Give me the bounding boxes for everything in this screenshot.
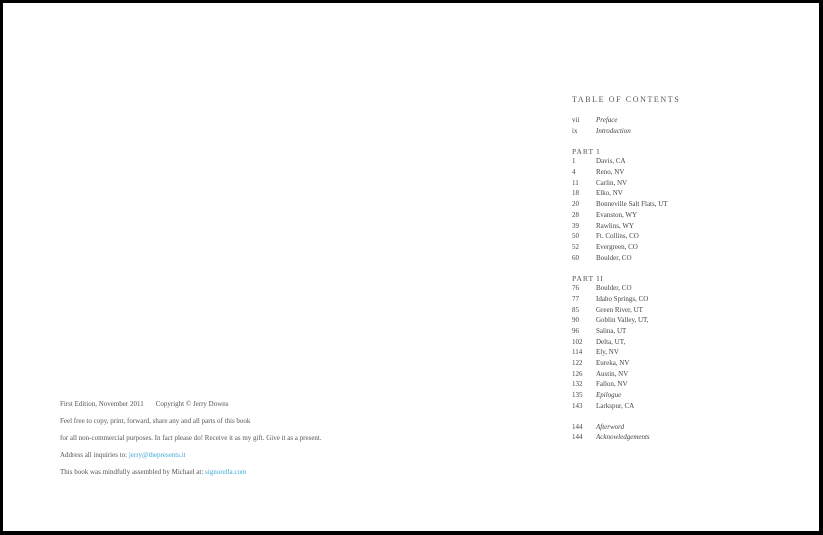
toc-entry[interactable] [572, 127, 680, 138]
back-matter [572, 423, 680, 444]
toc-entry[interactable] [572, 402, 680, 413]
inquiries-line [60, 451, 322, 459]
toc-entry[interactable] [572, 380, 680, 391]
entry-title: Evanston, WY [596, 210, 638, 219]
toc-entry[interactable] [572, 200, 680, 211]
page-number: 60 [572, 253, 579, 262]
page-number: 76 [572, 284, 579, 293]
toc-entry[interactable] [572, 359, 680, 370]
book-spread [3, 3, 819, 531]
entry-title: Delta, UT, [596, 337, 626, 346]
site-link[interactable]: signorella.com [205, 468, 247, 476]
entry-title: Rawlins, WY [596, 221, 634, 230]
entry-title: Ely, NV [596, 348, 619, 357]
entry-title: Larkspur, CA [596, 401, 635, 410]
toc-entry[interactable] [572, 295, 680, 306]
edition-line [60, 400, 322, 408]
assembled-line [60, 468, 322, 476]
page-number: 50 [572, 232, 579, 241]
page-number: 135 [572, 391, 583, 400]
toc-entry[interactable] [572, 284, 680, 295]
page-number: 90 [572, 316, 579, 325]
assembled-label: This book was mindfully assembled by Michael at: [60, 468, 204, 476]
toc-entry[interactable] [572, 423, 680, 434]
entry-title: Fallon, NV [596, 380, 628, 389]
page-number: 18 [572, 189, 579, 198]
page-number: 1 [572, 157, 576, 166]
license-line-1: Feel free to copy, print, forward, share any and all parts of this book [60, 417, 251, 425]
part-1-heading: PART I [572, 147, 601, 157]
toc-entry[interactable] [572, 222, 680, 233]
toc-entry[interactable] [572, 327, 680, 338]
entry-title: Acknowledgements [596, 433, 650, 442]
entry-title: Evergreen, CO [596, 242, 638, 251]
page-number: 11 [572, 178, 579, 187]
page-number: 132 [572, 380, 583, 389]
page-number: 114 [572, 348, 583, 357]
page-number: 144 [572, 422, 583, 431]
toc-entry[interactable] [572, 254, 680, 265]
entry-title: Davis, CA [596, 157, 626, 166]
toc-entry[interactable] [572, 243, 680, 254]
entry-title: Green River, UT [596, 305, 643, 314]
toc-entry[interactable] [572, 391, 680, 402]
toc-entry[interactable] [572, 157, 680, 168]
page-number: 77 [572, 294, 579, 303]
page-number: vii [572, 116, 580, 124]
license-line-2: for all non-commercial purposes. In fact please do! Receive it as my gift. Give it as a present. [60, 434, 322, 442]
entry-title: Introduction [596, 126, 631, 135]
page-number: 96 [572, 327, 579, 335]
page-number: 144 [572, 433, 583, 442]
edition: First Edition, November 2011 [60, 400, 144, 408]
entry-title: Eureka, NV [596, 359, 630, 368]
page-number: 4 [572, 168, 576, 177]
toc-entry[interactable] [572, 116, 680, 127]
colophon [60, 400, 322, 476]
toc-entry[interactable] [572, 338, 680, 349]
page-number: 102 [572, 337, 583, 346]
toc-entry[interactable] [572, 179, 680, 190]
toc-entry[interactable] [572, 168, 680, 179]
toc-entry[interactable] [572, 316, 680, 327]
part-1-entries [572, 157, 680, 264]
part-2-entries [572, 284, 680, 412]
toc-entry[interactable] [572, 232, 680, 243]
page-number: 39 [572, 221, 579, 230]
entry-title: Epilogue [596, 391, 622, 400]
entry-title: Carlin, NV [596, 178, 628, 187]
page-number: 126 [572, 369, 583, 378]
entry-title: Salina, UT [596, 327, 627, 335]
entry-title: Boulder, CO [596, 284, 632, 293]
page-number: 52 [572, 242, 579, 251]
toc-entry[interactable] [572, 306, 680, 317]
page-number: ix [572, 126, 578, 135]
toc-entry[interactable] [572, 433, 680, 444]
part-2-heading: PART II [572, 274, 604, 284]
entry-title: Bonneville Salt Flats, UT [596, 200, 668, 209]
page-number: 122 [572, 359, 583, 368]
toc-entry[interactable] [572, 189, 680, 200]
entry-title: Austin, NV [596, 369, 629, 378]
entry-title: Afterword [596, 422, 625, 431]
entry-title: Idaho Springs, CO [596, 294, 649, 303]
page-number: 28 [572, 210, 579, 219]
table-of-contents [572, 95, 680, 444]
inquiries-label: Address all inquiries to: [60, 451, 128, 459]
page-number: 85 [572, 305, 579, 314]
toc-entry[interactable] [572, 370, 680, 381]
entry-title: Preface [596, 116, 618, 124]
entry-title: Reno, NV [596, 168, 625, 177]
entry-title: Goblin Valley, UT, [596, 316, 649, 325]
toc-title: TABLE OF CONTENTS [572, 95, 681, 104]
email-link[interactable]: jerry@thepresents.it [128, 451, 186, 459]
page-number: 143 [572, 401, 583, 410]
entry-title: Ft. Collins, CO [596, 232, 639, 241]
copyright: Copyright © Jerry Downs [155, 400, 229, 408]
toc-entry[interactable] [572, 211, 680, 222]
entry-title: Elko, NV [596, 189, 623, 198]
entry-title: Boulder, CO [596, 253, 632, 262]
front-matter [572, 116, 680, 137]
toc-entry[interactable] [572, 348, 680, 359]
page-number: 20 [572, 200, 579, 209]
